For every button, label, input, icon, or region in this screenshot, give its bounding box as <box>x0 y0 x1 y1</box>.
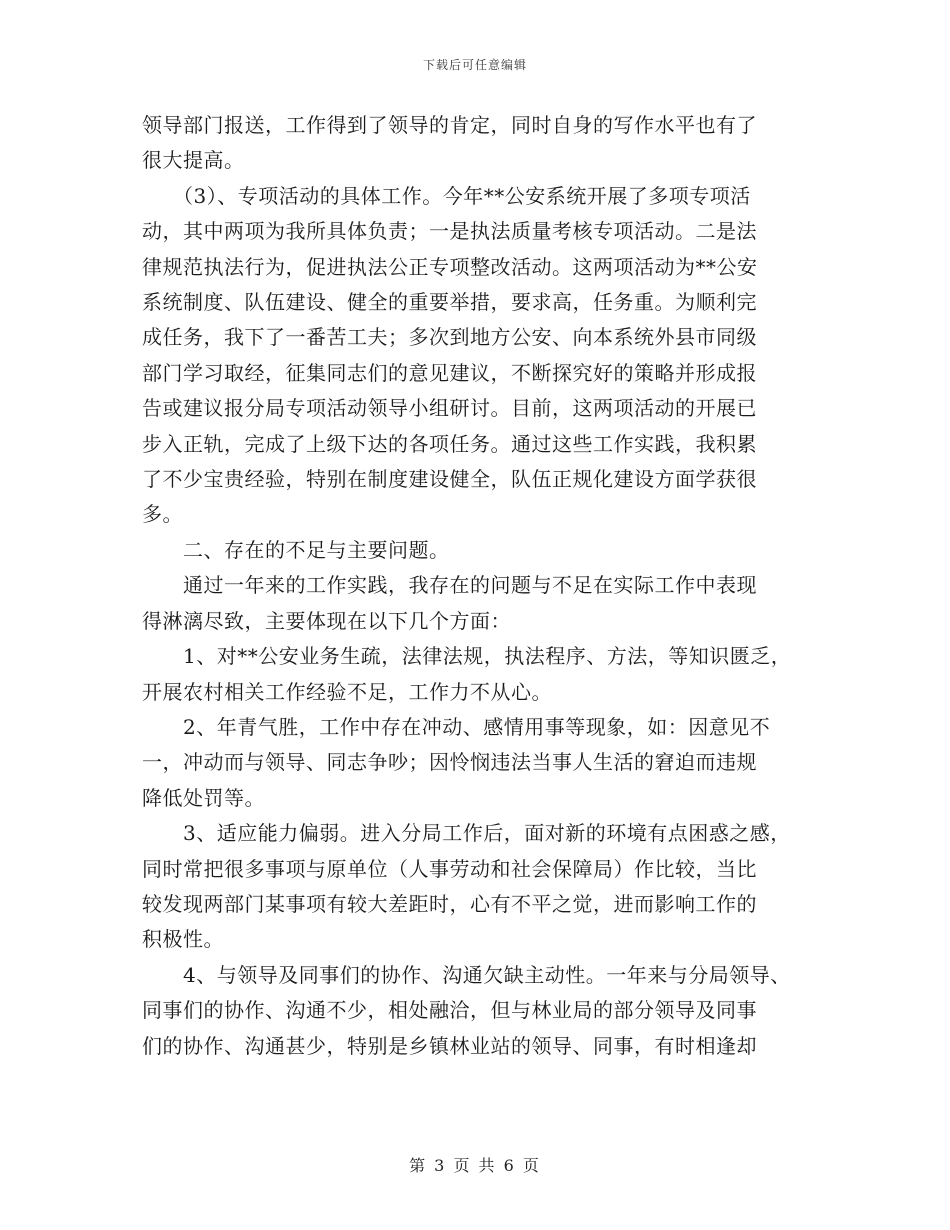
text-line: 多。 <box>142 502 183 527</box>
text-line: 成任务，我下了一番苦工夫；多次到地方公安、向本系统外县市同级 <box>142 325 757 350</box>
text-line: 很大提高。 <box>142 148 245 173</box>
section-heading <box>142 533 822 568</box>
text-line: 部门学习取经，征集同志们的意见建议，不断探究好的策略并形成报 <box>142 360 757 385</box>
text-line: 一，冲动而与领导、同志争吵；因怜悯违法当事人生活的窘迫而违规 <box>142 750 757 775</box>
text-line: 降低处罚等。 <box>142 785 265 810</box>
text-line: 较发现两部门某事项有较大差距时，心有不平之觉，进而影响工作的 <box>142 891 757 916</box>
text-line: 动，其中两项为我所具体负责；一是执法质量考核专项活动。二是法 <box>142 219 757 244</box>
text-line: 律规范执法行为，促进执法公正专项整改活动。这两项活动为**公安 <box>142 254 758 279</box>
text-line: 同时常把很多事项与原单位（人事劳动和社会保障局）作比较，当比 <box>142 856 757 881</box>
text-line: 领导部门报送，工作得到了领导的肯定，同时自身的写作水平也有了 <box>142 113 757 137</box>
text-line: 系统制度、队伍建设、健全的重要举措，要求高，任务重。为顺利完 <box>142 290 757 315</box>
page-number-footer: 第 3 页 共 6 页 <box>409 1156 541 1175</box>
text-line: 通过一年来的工作实践，我存在的问题与不足在实际工作中表现 <box>142 573 757 598</box>
text-line: 告或建议报分局专项活动领导小组研讨。目前，这两项活动的开展已 <box>142 396 757 421</box>
text-line: 开展农村相关工作经验不足，工作力不从心。 <box>142 679 552 704</box>
text-line: 2、年青气胜，工作中存在冲动、感情用事等现象，如：因意见不 <box>142 714 771 739</box>
list-item <box>142 710 822 816</box>
text-line: 二、存在的不足与主要问题。 <box>142 537 450 562</box>
text-line: 同事们的协作、沟通不少，相处融洽，但与林业局的部分领导及同事 <box>142 998 757 1023</box>
paragraph <box>142 108 822 179</box>
text-line: 们的协作、沟通甚少，特别是乡镇林业站的领导、同事，有时相逢却 <box>142 1033 757 1058</box>
text-line: 了不少宝贵经验，特别在制度建设健全，队伍正规化建设方面学获很 <box>142 467 757 492</box>
page-header: 下载后可任意编辑 <box>422 58 527 72</box>
text-line: 得淋漓尽致，主要体现在以下几个方面： <box>142 608 511 633</box>
text-line: 3、适应能力偏弱。进入分局工作后，面对新的环境有点困惑之感， <box>142 821 791 846</box>
text-line: 4、与领导及同事们的协作、沟通欠缺主动性。一年来与分局领导、 <box>142 962 791 987</box>
text-line: （3）、专项活动的具体工作。今年**公安系统开展了多项专项活 <box>142 183 751 208</box>
text-line: 积极性。 <box>142 927 224 952</box>
list-item <box>142 958 822 1064</box>
paragraph <box>142 179 822 533</box>
list-item <box>142 639 822 710</box>
paragraph <box>142 568 822 639</box>
document-body <box>142 108 822 1064</box>
list-item <box>142 816 822 958</box>
text-line: 1、对**公安业务生疏，法律法规，执法程序、方法，等知识匮乏， <box>142 644 792 669</box>
text-line: 步入正轨，完成了上级下达的各项任务。通过这些工作实践，我积累 <box>142 431 757 456</box>
